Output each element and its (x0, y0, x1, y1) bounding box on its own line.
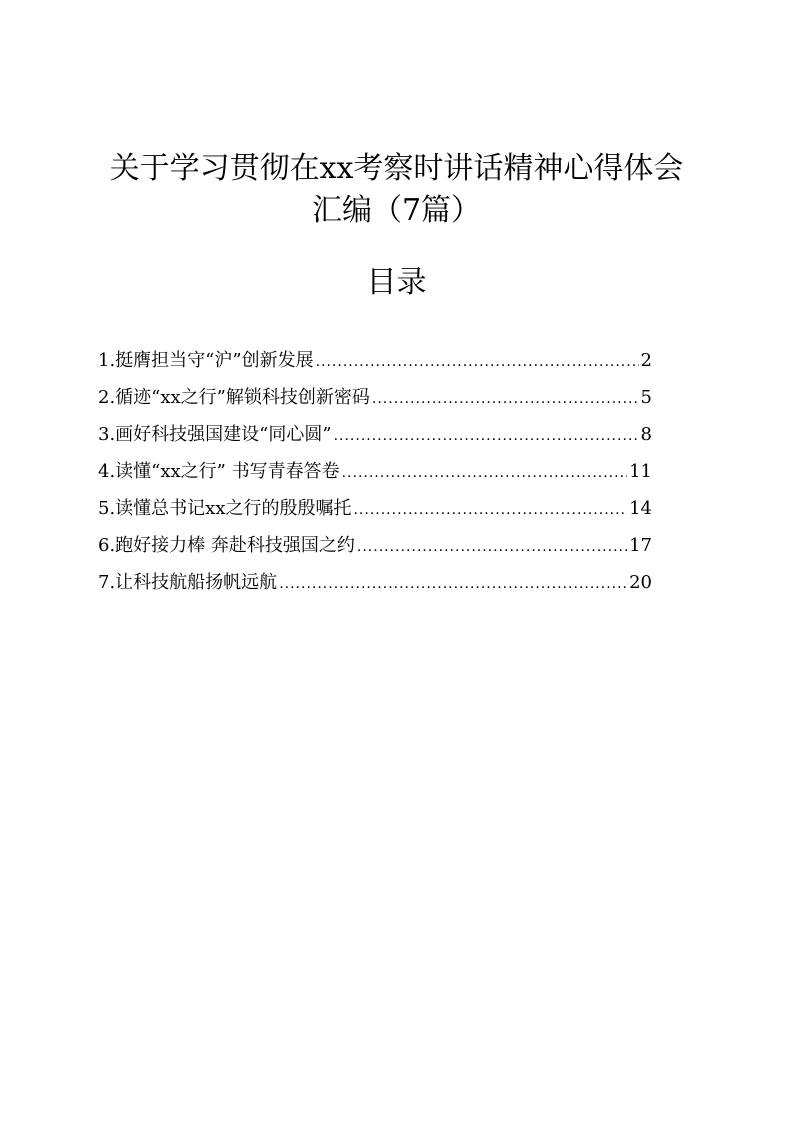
toc-entry-label: 5.读懂总书记xx之行的殷殷嘱托 (98, 498, 352, 519)
toc-leader-dots (316, 344, 639, 381)
toc-entry-3[interactable] (98, 416, 652, 453)
toc-entry-page: 20 (629, 572, 652, 593)
toc-entry-7[interactable] (98, 564, 652, 601)
toc-entry-label: 2.循迹“xx之行”解锁科技创新密码 (98, 387, 370, 408)
toc-entry-page: 5 (640, 387, 652, 408)
toc-entry-page: 14 (629, 498, 652, 519)
toc-leader-dots (357, 529, 627, 566)
toc-entry-2[interactable] (98, 379, 652, 416)
toc-entry-label: 1.挺膺担当守“沪”创新发展 (98, 350, 314, 371)
document-title-line-1: 关于学习贯彻在xx考察时讲话精神心得体会 (109, 151, 684, 186)
toc-entry-4[interactable] (98, 453, 652, 490)
document-title-line-2: 汇编（7篇） (311, 193, 482, 228)
toc-entry-label: 6.跑好接力棒 奔赴科技强国之约 (98, 535, 355, 556)
toc-heading: 目录 (366, 265, 427, 300)
toc-leader-dots (372, 381, 639, 418)
toc-entry-5[interactable] (98, 490, 652, 527)
toc-entry-page: 11 (629, 461, 652, 482)
toc-leader-dots (334, 418, 639, 455)
toc-entry-label: 4.读懂“xx之行” 书写青春答卷 (98, 461, 340, 482)
toc-entry-6[interactable] (98, 527, 652, 564)
toc-leader-dots (353, 492, 627, 529)
table-of-contents (98, 342, 652, 601)
toc-leader-dots (342, 455, 627, 492)
toc-entry-page: 17 (629, 535, 652, 556)
toc-leader-dots (279, 566, 627, 603)
toc-entry-page: 2 (640, 350, 652, 371)
toc-entry-label: 3.画好科技强国建设“同心圆” (98, 424, 332, 445)
document-title (60, 148, 733, 232)
toc-entry-page: 8 (640, 424, 652, 445)
toc-entry-1[interactable] (98, 342, 652, 379)
toc-entry-label: 7.让科技航船扬帆远航 (98, 572, 278, 593)
